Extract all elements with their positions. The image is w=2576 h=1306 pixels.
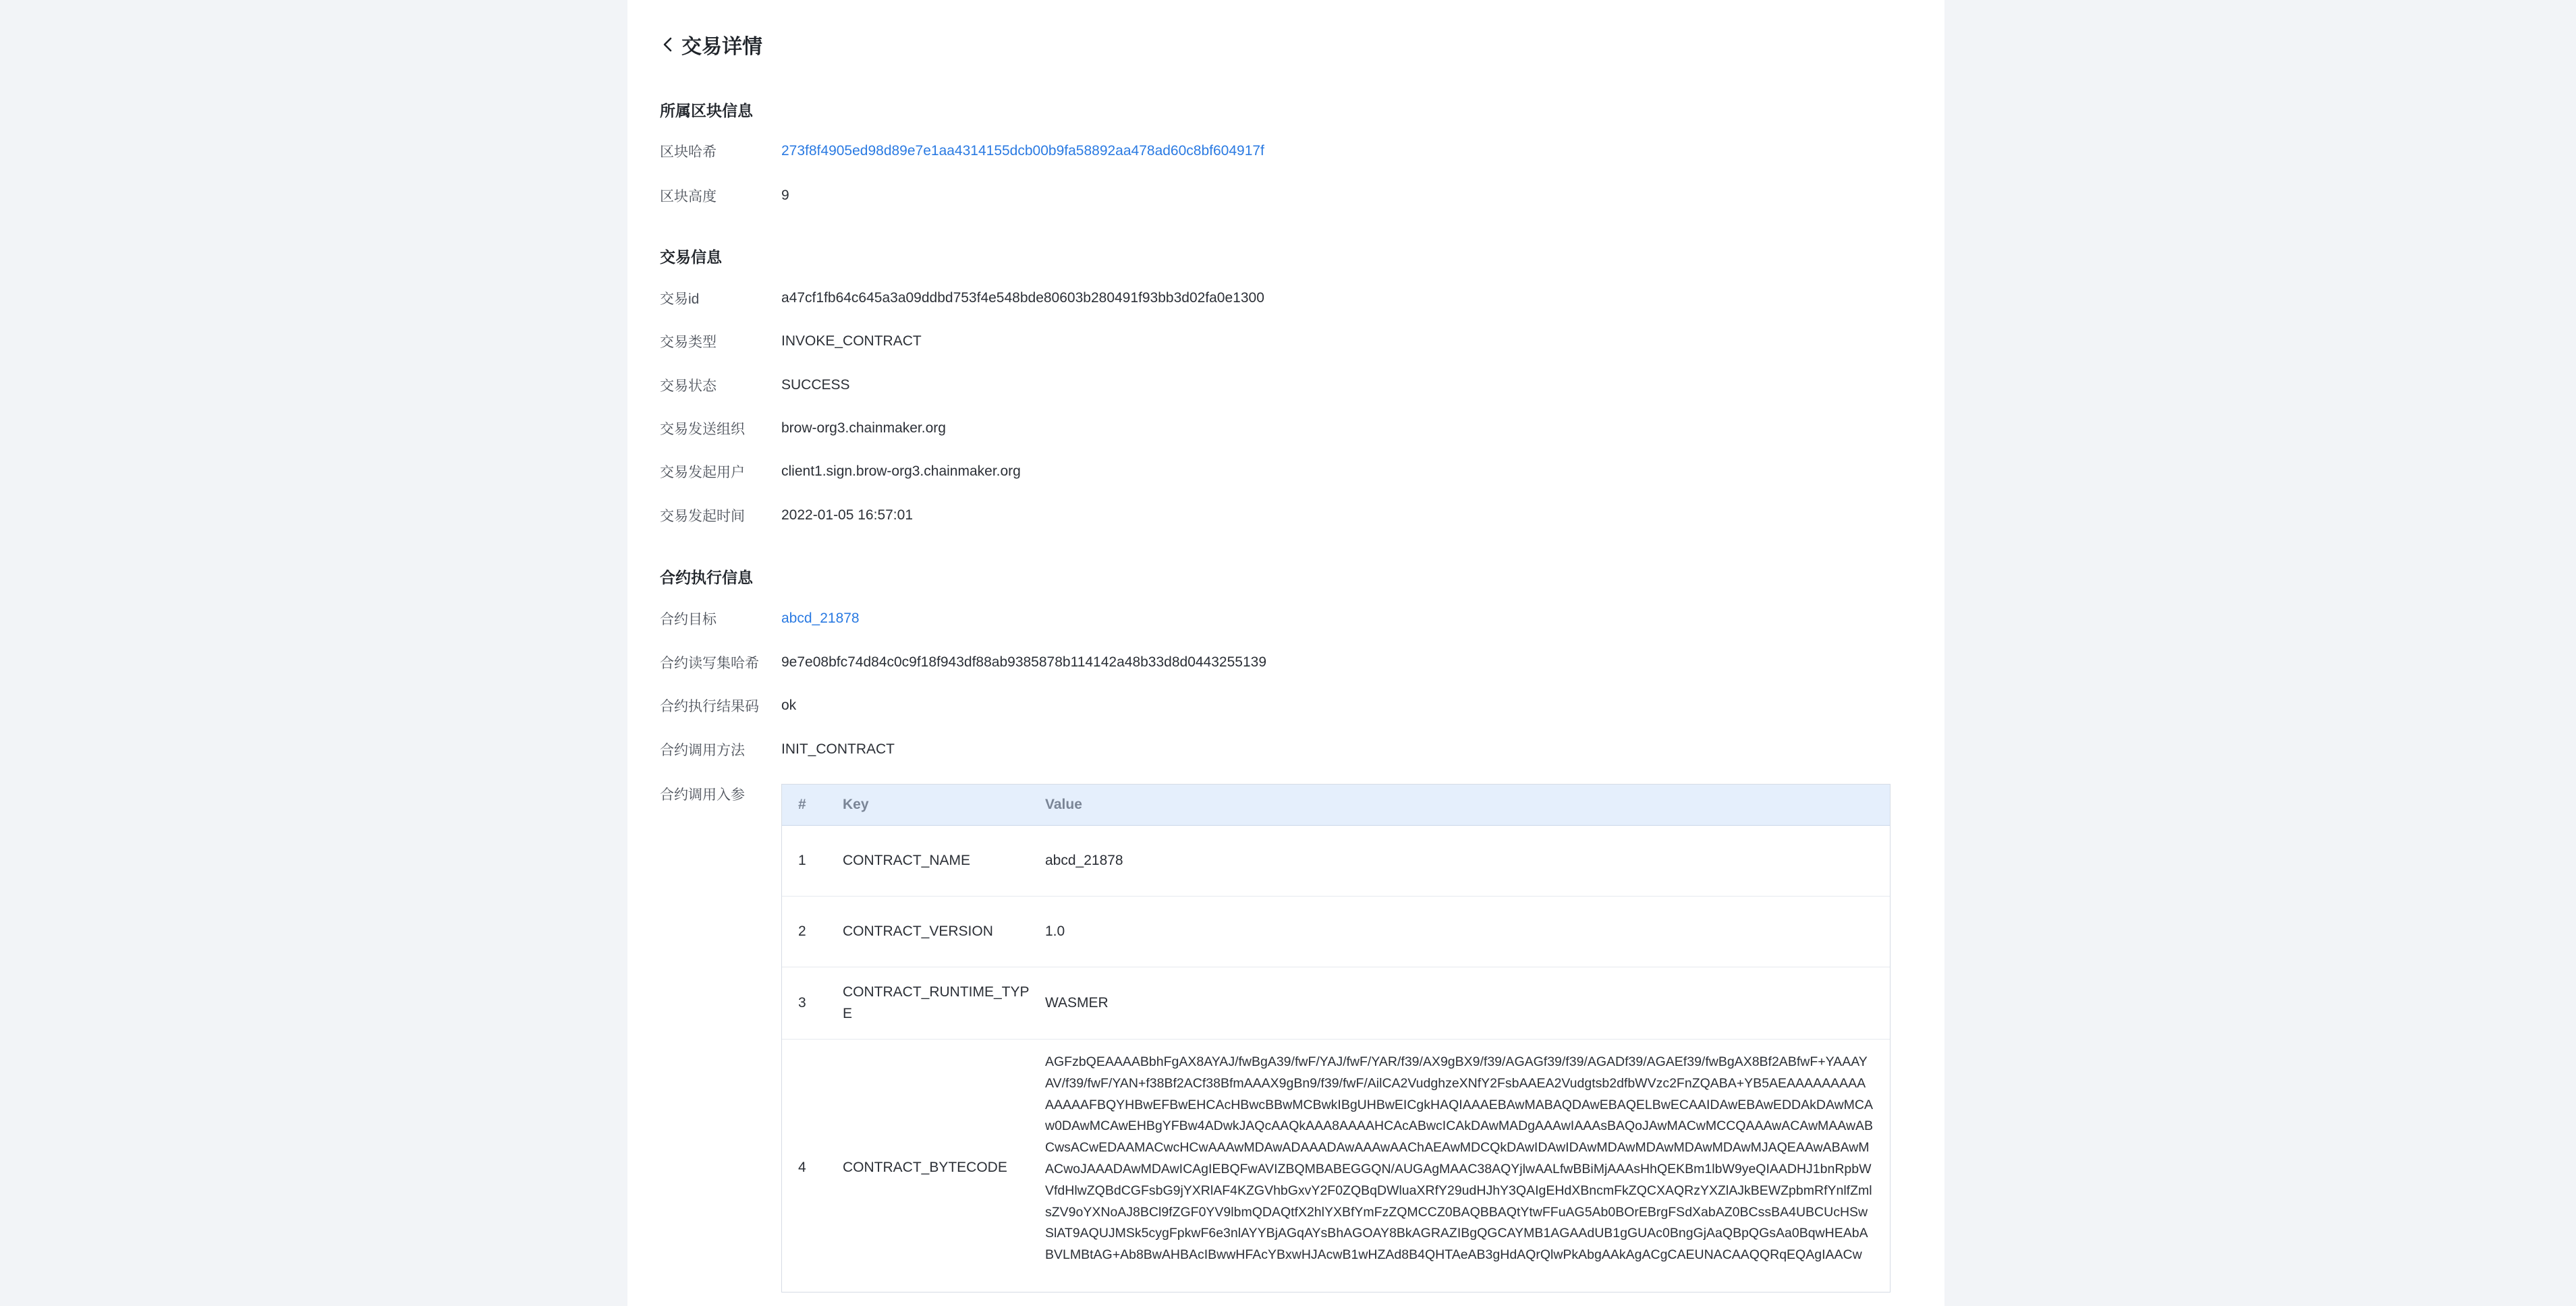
row-label: 交易类型 (660, 335, 717, 350)
row-value: abcd_21878 (1045, 853, 1123, 868)
contract-params-label: 合约调用入参 (660, 787, 745, 803)
section-title-tx-info: 交易信息 (660, 248, 722, 266)
header-index: # (798, 797, 806, 812)
header-value: Value (1045, 797, 1082, 812)
row-index: 2 (798, 924, 806, 939)
tx-org-value: brow-org3.chainmaker.org (781, 420, 946, 436)
row-label: 交易发起用户 (660, 465, 745, 480)
table-row (782, 826, 1890, 897)
tx-user-row (660, 461, 1021, 482)
row-label: 交易发送组织 (660, 422, 745, 437)
row-index: 3 (798, 995, 806, 1011)
row-label: 合约执行结果码 (660, 699, 759, 714)
tx-time-row (660, 505, 913, 526)
contract-result-code-row (660, 695, 796, 716)
row-value: WASMER (1045, 995, 1109, 1011)
row-index: 1 (798, 853, 806, 868)
row-key: CONTRACT_VERSION (843, 924, 993, 939)
tx-status-row (660, 375, 850, 395)
row-label: 合约读写集哈希 (660, 656, 759, 671)
table-header (782, 785, 1890, 826)
tx-user-value: client1.sign.brow-org3.chainmaker.org (781, 463, 1021, 479)
row-value-bytecode (1045, 1040, 1890, 1293)
row-key: CONTRACT_NAME (843, 853, 971, 868)
tx-time-value: 2022-01-05 16:57:01 (781, 507, 913, 523)
page-title: 交易详情 (681, 36, 762, 58)
row-label: 交易发起时间 (660, 509, 745, 524)
block-hash-row (660, 141, 1264, 161)
row-label: 区块哈希 (660, 144, 717, 160)
row-index: 4 (798, 1160, 806, 1175)
table-row (782, 1040, 1890, 1293)
row-key: CONTRACT_RUNTIME_TYPE (843, 984, 1030, 1021)
tx-org-row (660, 418, 946, 438)
contract-rwset-hash-value: 9e7e08bfc74d84c0c9f18f943df88ab9385878b114142a48b33d8d0443255139 (781, 654, 1266, 670)
contract-method-row (660, 739, 895, 760)
table-row (782, 897, 1890, 967)
section-title-block-info: 所属区块信息 (660, 102, 753, 119)
contract-target-row (660, 608, 860, 629)
row-label: 区块高度 (660, 189, 717, 204)
row-label: 合约目标 (660, 612, 717, 627)
block-hash-link[interactable]: 273f8f4905ed98d89e7e1aa4314155dcb00b9fa58892aa478ad60c8bf604917f (781, 143, 1264, 159)
contract-result-code-value: ok (781, 698, 797, 713)
block-height-row (660, 186, 789, 206)
contract-params-table[interactable] (781, 784, 1891, 1293)
tx-id-row (660, 288, 1264, 308)
row-label: 合约调用方法 (660, 743, 745, 758)
page-header (660, 30, 762, 59)
bytecode-text: AGFzbQEAAAABbhFgAX8AYAJ/fwBgA39/fwF/YAJ/fwF/YAR/f39/AX9gBX9/f39/AGAGf39/f39/AGADf39/AGAEf39/fwBgAX8Bf2ABfwF+YAAAYAV/f39/fwF/YAN+f38Bf2ACf38BfmAAAX9gBn9/f39/fwF/AilCA2VudghzeXNfY2FsbAAEA2Vudgtsb2dfbWVzc2FnZQABA+YB5AEAAAAAAAAAAAAAAFBQYHBwEFBwEHCAcHBwcBBwMCBwkIBgUHBwEICgkHAQIAAAEBAwMABAQDAwEBAQELBwECAAIDAwEBAwEDDAkDAwMCAw0DAwMCAwEHBgYFBw4ADwkJAQcAAQkAAA8AAAAHCAcABwcICAkDAwMADgAAAwIAAAsBAQoJAwMACwMCCQAAAwACAwMAAwABCwsACwEDAAMACwcHCwAAAwMDAwADAAADAwAAAwAAChAEAwMDCQkDAwIDAwIDAwMDAwMDAwMDAwMDAwMJAQEAAwABAwMACwoJAAADAwMDAwICAgIEBQFwAVIZBQMBABEGGQN/AUGAgMAAC38AQYjlwAALfwBBiMjAAAsHhQEKBm1lbW9yeQIAADHJ1bnRpbWVfdHlwZQBdCGFsbG9jYXRlAF4KZGVhbGxvY2F0ZQBqDWluaXRfY29udHJhY3QAIgEHdXBncmFkZQCXAQRzYXZlAJkBEWZpbmRfYnlfZmlsZV9oYXNoAJ8BCl9fZGF0YV9lbmQDAQtfX2hlYXBfYmFzZQMCCZ0BAQBBAQtYtwFFuAG5Ab0BOrEBrgFSdXabAZ0BCssBA4UBCUcHSwSlAT9AQUJMSk5cygFpkwF6e3nlAYYBjAGqAYsBhAGOAY8BkAGRAZIBgQGCAYMB1AGAAdUB1gGUAc0BngGjAaQBpQGsAa0BqwHEAbABVLMBtAG+Ab8BwAHBAcIBwwHFAcYBxwHJAcwB1wHZAd8B4QHTAeAB3gHdAQrQlwPkAbgAAkAgACgCAEUNACAAQQRqEQAgIAACw (1045, 1054, 1874, 1263)
header-key: Key (843, 797, 869, 812)
block-height-value: 9 (781, 188, 789, 203)
section-title-contract-info: 合约执行信息 (660, 569, 753, 586)
table-row (782, 967, 1890, 1040)
chevron-left-icon[interactable] (660, 34, 676, 55)
row-value: 1.0 (1045, 924, 1065, 939)
tx-status-value: SUCCESS (781, 377, 850, 393)
tx-id-value: a47cf1fb64c645a3a09ddbd753f4e548bde80603b280491f93bb3d02fa0e1300 (781, 290, 1264, 306)
contract-rwset-hash-row (660, 652, 1266, 673)
contract-target-link[interactable]: abcd_21878 (781, 611, 860, 626)
tx-type-value: INVOKE_CONTRACT (781, 333, 922, 349)
row-label: 交易状态 (660, 378, 717, 394)
contract-method-value: INIT_CONTRACT (781, 741, 895, 757)
transaction-detail-page (627, 0, 1944, 1306)
tx-type-row (660, 331, 922, 351)
row-key: CONTRACT_BYTECODE (843, 1160, 1007, 1175)
row-label: 交易id (660, 291, 700, 307)
